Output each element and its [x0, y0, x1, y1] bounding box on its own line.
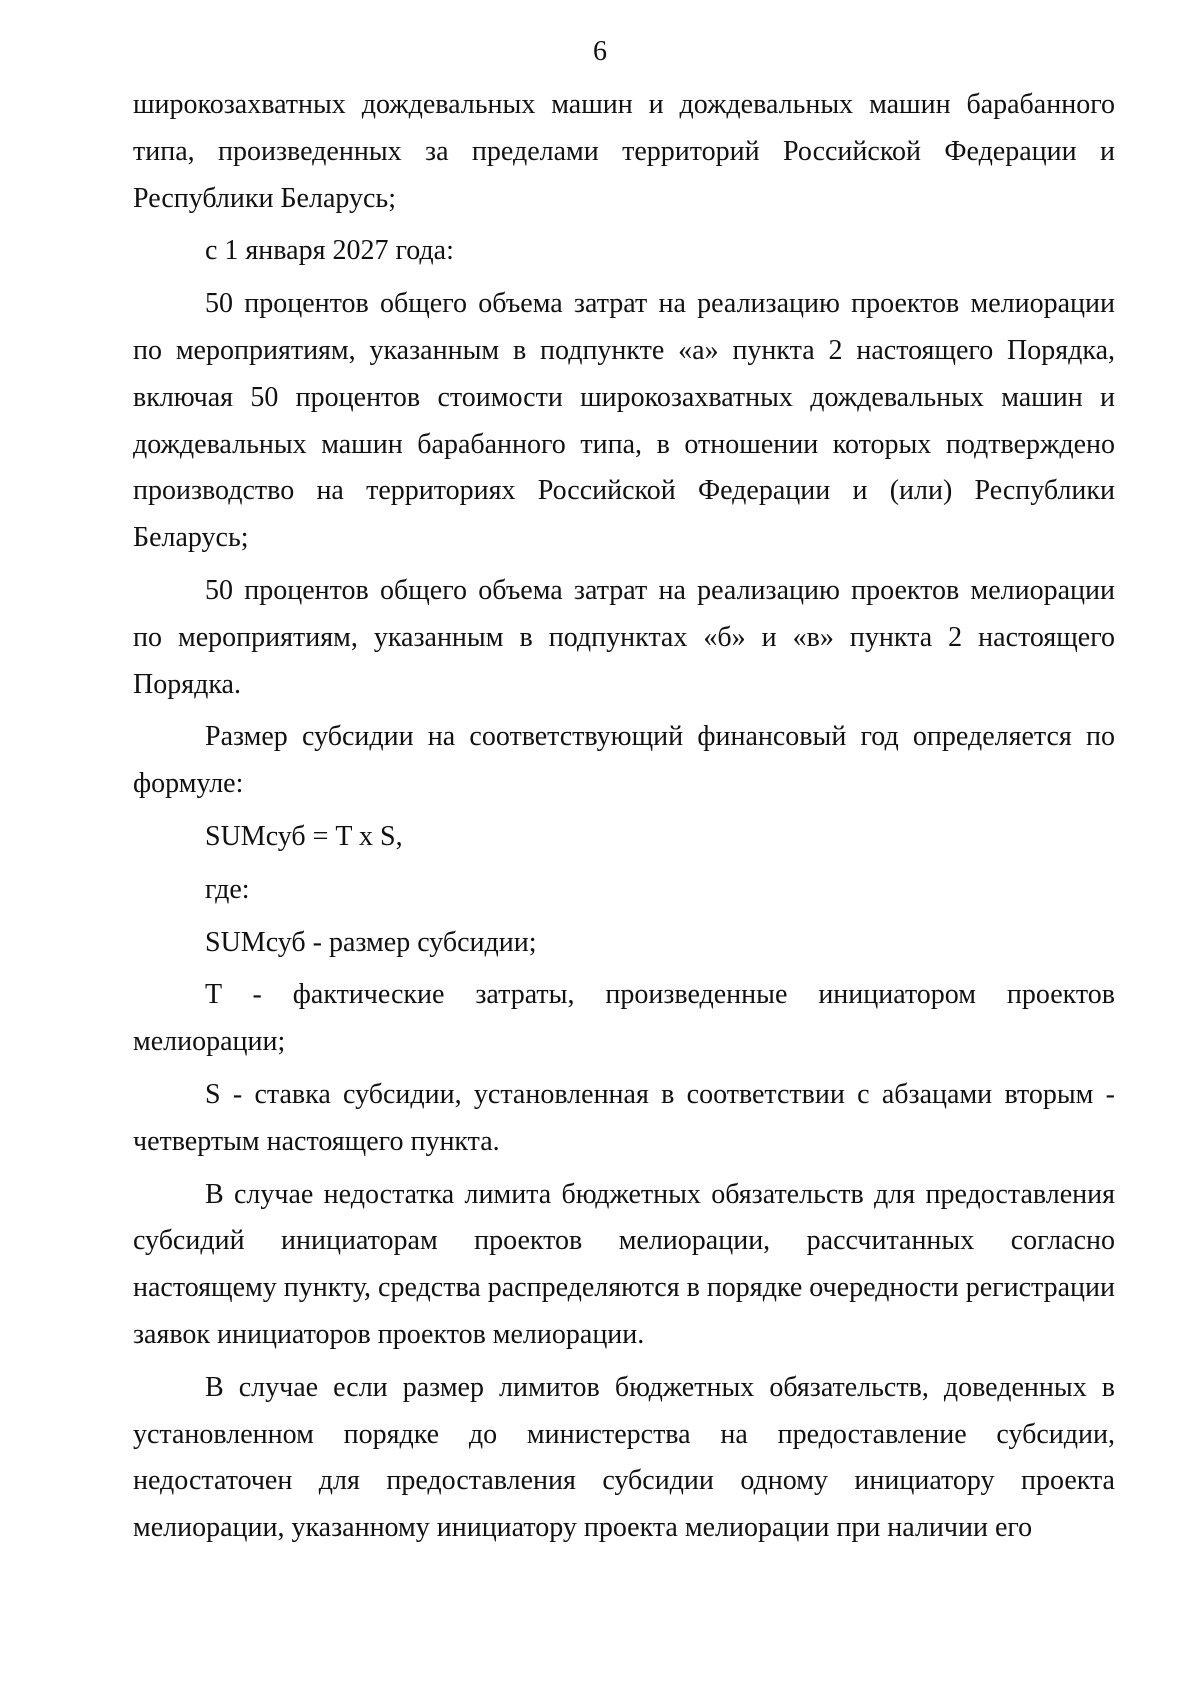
definition-t: T - фактические затраты, произведенные инициатором проектов мелиорации;	[133, 979, 1115, 1058]
paragraph-where: где:	[205, 873, 250, 905]
paragraph-limit-insufficient: В случае если размер лимитов бюджетных обязательств, доведенных в установленном порядке до министерства на предоставление субсидии, недостаточен для предоставления субсидии одному инициатору проекта мелиорации, указанному инициатору проекта мелиорации при наличии его	[133, 1371, 1115, 1544]
formula: SUMсуб = T x S,	[205, 820, 403, 852]
document-body	[133, 82, 1115, 1552]
page-number: 6	[593, 36, 607, 67]
definition-sum: SUMсуб - размер субсидии;	[205, 926, 537, 958]
paragraph-formula-intro: Размер субсидии на соответствующий финансовый год определяется по формуле:	[133, 721, 1115, 800]
definition-s: S - ставка субсидии, установленная в соответствии с абзацами вторым - четвертым настоящего пункта.	[133, 1078, 1115, 1157]
paragraph-date-heading: с 1 января 2027 года:	[205, 235, 454, 267]
paragraph-rate-a: 50 процентов общего объема затрат на реализацию проектов мелиорации по мероприятиям, указанным в подпункте «а» пункта 2 настоящего Порядка, включая 50 процентов стоимости широкозахватных дождевальных машин и дождевальных машин барабанного типа, в отношении которых подтверждено производство на территориях Российской Федерации и (или) Республики Беларусь;	[133, 288, 1115, 554]
paragraph-continuation: широкозахватных дождевальных машин и дождевальных машин барабанного типа, произведенных за пределами территорий Российской Федерации и Республики Беларусь;	[133, 89, 1115, 214]
paragraph-rate-b-c: 50 процентов общего объема затрат на реализацию проектов мелиорации по мероприятиям, указанным в подпунктах «б» и «в» пункта 2 настоящего Порядка.	[133, 574, 1115, 700]
paragraph-limit-shortage: В случае недостатка лимита бюджетных обязательств для предоставления субсидий инициаторам проектов мелиорации, рассчитанных согласно настоящему пункту, средства распределяются в порядке очередности регистрации заявок инициаторов проектов мелиорации.	[133, 1178, 1115, 1350]
